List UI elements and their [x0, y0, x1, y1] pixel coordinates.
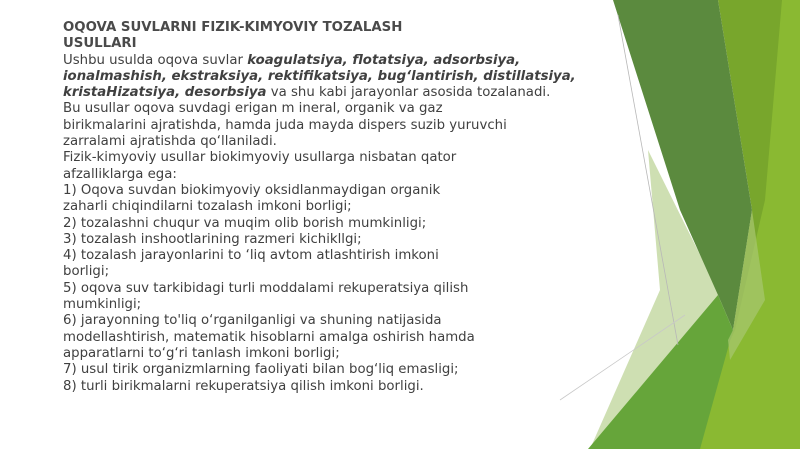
body-text-line: modellashtirish, matematik hisoblarni amalga oshirish hamda — [63, 329, 475, 345]
intro-paragraph — [63, 69, 623, 85]
process-terms: koagulatsiya, flotatsiya, adsorbsiya, — [247, 52, 521, 68]
process-terms: ionalmashish, ekstraksiya, rektifikatsiya, bug‘lantirish, distillatsiya, — [63, 68, 576, 84]
intro-text: va shu kabi jarayonlar asosida tozalanadi. — [266, 85, 551, 101]
body-text-line: afzalliklarga ega: — [63, 166, 177, 182]
body-text-line: 5) oqova suv tarkibidagi turli moddalami rekuperatsiya qilish — [63, 280, 469, 296]
body-text-line: Bu usullar oqova suvdagi erigan m ineral, organik va gaz — [63, 101, 443, 117]
body-text-line: zaharli chiqindilarni tozalash imkoni borligi; — [63, 199, 352, 215]
body-text-line: 4) tozalash jarayonlarini to ‘liq avtom atlashtirish imkoni — [63, 248, 439, 264]
body-text-line: Fizik-kimyoviy usullar biokimyoviy usullarga nisbatan qator — [63, 150, 457, 166]
body-text-line: apparatlarni to‘g‘ri tanlash imkoni borligi; — [63, 345, 340, 361]
slide-title: USULLARI — [63, 36, 137, 52]
body-text-line: 6) jarayonning to'liq o‘rganilganligi va shuning natijasida — [63, 313, 442, 329]
slide-title: OQOVA SUVLARNI FIZIK-KIMYOVIY TOZALASH — [63, 20, 403, 35]
intro-paragraph — [63, 85, 623, 101]
body-text-line: 8) turli birikmalarni rekuperatsiya qilish imkoni borligi. — [63, 378, 424, 394]
body-text-line: borligi; — [63, 264, 110, 280]
process-terms: kristaHizatsiya, desorbsiya — [63, 85, 267, 101]
body-text-line: 3) tozalash inshootlarining razmeri kichikllgi; — [63, 231, 362, 247]
body-text-line: 1) Oqova suvdan biokimyoviy oksidlanmaydigan organik — [63, 182, 441, 198]
body-text-line: zarralami ajratishda qo‘llaniladi. — [63, 134, 277, 150]
body-text-line: birikmalarini ajratishda, hamda juda mayda dispers suzib yuruvchi — [63, 117, 507, 133]
intro-text: Ushbu usulda oqova suvlar — [63, 52, 248, 68]
body-text-line: 2) tozalashni chuqur va muqim olib borish mumkinligi; — [63, 215, 427, 231]
body-text-line: mumkinligi; — [63, 297, 142, 313]
slide-body — [63, 20, 623, 395]
intro-paragraph — [63, 53, 623, 69]
body-text-line: 7) usul tirik organizmlarning faoliyati bilan bog‘liq emasligi; — [63, 362, 459, 378]
